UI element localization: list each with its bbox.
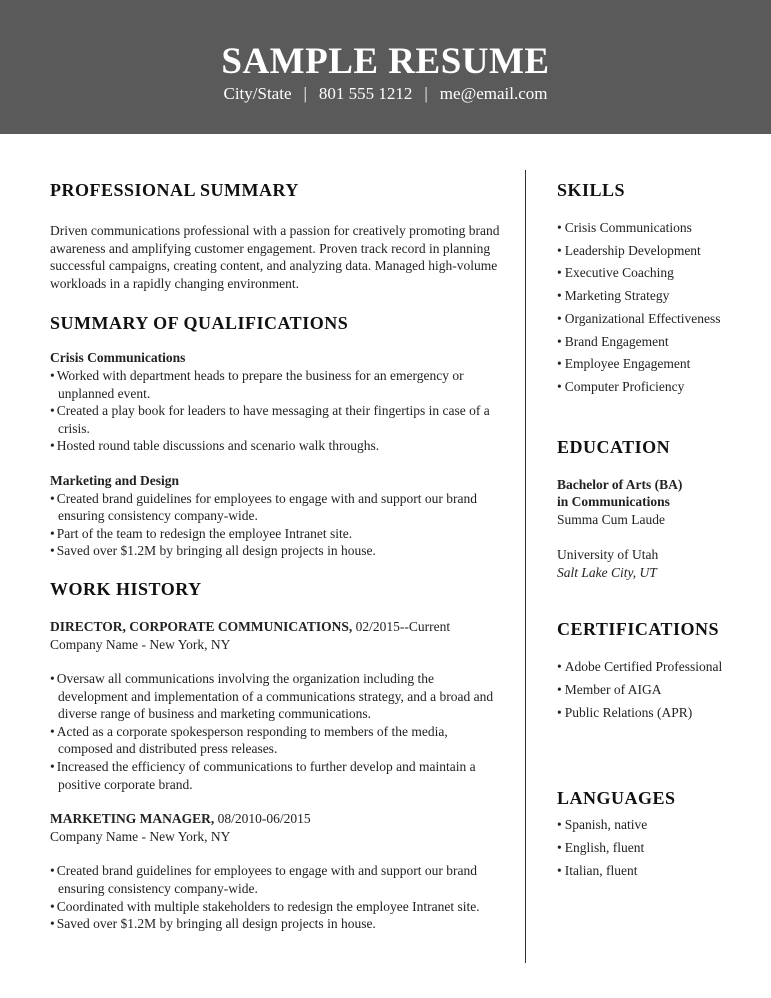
job-company: Company Name - New York, NY	[50, 828, 231, 844]
list-item: • Saved over $1.2M by bringing all design projects in house.	[50, 542, 500, 560]
job-company: Company Name - New York, NY	[50, 636, 231, 652]
job-entry	[50, 810, 500, 933]
qualification-group	[50, 472, 500, 560]
section-heading: PROFESSIONAL SUMMARY	[50, 180, 299, 200]
languages-section	[557, 786, 757, 882]
list-item: • Spanish, native	[557, 814, 757, 837]
honors: Summa Cum Laude	[557, 511, 665, 527]
job-title-line	[50, 810, 500, 828]
list-item: • English, fluent	[557, 837, 757, 860]
school-name: University of Utah	[557, 547, 659, 562]
education-section	[557, 435, 757, 582]
list-item: • Worked with department heads to prepare the business for an emergency or unplanned event.	[50, 367, 500, 402]
qualification-title: Marketing and Design	[50, 472, 180, 488]
work-history-section	[50, 577, 500, 933]
job-dates: 08/2010-06/2015	[217, 811, 311, 827]
list-item: • Executive Coaching	[557, 262, 757, 285]
contact-separator: |	[303, 84, 307, 103]
job-duties	[50, 670, 500, 793]
qualification-list	[50, 367, 500, 455]
list-item: • Increased the efficiency of communications to further develop and maintain a positive corporate brand.	[50, 758, 500, 793]
school-location: Salt Lake City, UT	[557, 564, 657, 580]
job-duties	[50, 862, 500, 932]
job-title: DIRECTOR, CORPORATE COMMUNICATIONS,	[50, 618, 353, 634]
qualifications-section	[50, 311, 500, 560]
section-heading: SUMMARY OF QUALIFICATIONS	[50, 313, 349, 334]
section-heading: WORK HISTORY	[50, 578, 202, 599]
qualification-title: Crisis Communications	[50, 350, 186, 366]
section-heading: SKILLS	[557, 180, 626, 200]
column-divider	[525, 170, 526, 963]
list-item: • Adobe Certified Professional	[557, 656, 757, 679]
list-item: • Brand Engagement	[557, 331, 757, 354]
job-title: MARKETING MANAGER,	[50, 811, 215, 827]
languages-list	[557, 814, 757, 882]
job-entry	[50, 618, 500, 793]
qualification-list	[50, 490, 500, 560]
list-item: • Organizational Effectiveness	[557, 308, 757, 331]
job-title-line	[50, 618, 500, 636]
contact-separator: |	[424, 84, 428, 103]
list-item: • Marketing Strategy	[557, 285, 757, 308]
professional-summary-section	[50, 178, 500, 292]
contact-city: City/State	[223, 84, 292, 103]
list-item: • Italian, fluent	[557, 860, 757, 883]
education-entry	[557, 476, 757, 582]
summary-text: Driven communications professional with a passion for creatively promoting brand awareness and amplifying customer engagement. Proven track record in planning successful campaigns, creating content, and analyzing data. Managed high-volume workloads in a rapidly changing environment.	[50, 223, 500, 291]
list-item: • Created a play book for leaders to have messaging at their fingertips in case of a crisis.	[50, 402, 500, 437]
list-item: • Computer Proficiency	[557, 376, 757, 399]
list-item: • Hosted round table discussions and scenario walk throughs.	[50, 437, 500, 455]
list-item: • Leadership Development	[557, 240, 757, 263]
certifications-list	[557, 656, 757, 724]
list-item: • Created brand guidelines for employees to engage with and support our brand ensuring consistency company-wide.	[50, 490, 500, 525]
left-column	[50, 178, 500, 933]
list-item: • Public Relations (APR)	[557, 702, 757, 725]
section-heading: CERTIFICATIONS	[557, 619, 720, 640]
contact-email: me@email.com	[439, 84, 548, 103]
list-item: • Created brand guidelines for employees to engage with and support our brand ensuring consistency company-wide.	[50, 862, 500, 897]
degree: Bachelor of Arts (BA)	[557, 476, 683, 492]
right-column	[557, 178, 757, 882]
degree-field: in Communications	[557, 494, 670, 510]
list-item: • Saved over $1.2M by bringing all design projects in house.	[50, 915, 500, 933]
skills-section	[557, 178, 757, 399]
job-dates: 02/2015--Current	[355, 618, 451, 634]
list-item: • Coordinated with multiple stakeholders to redesign the employee Intranet site.	[50, 898, 500, 916]
list-item: • Acted as a corporate spokesperson responding to members of the media, composed and distributed press releases.	[50, 723, 500, 758]
resume-name: SAMPLE RESUME	[221, 41, 550, 82]
skills-list	[557, 217, 757, 399]
contact-line	[0, 84, 771, 104]
section-heading: LANGUAGES	[557, 788, 676, 809]
list-item: • Part of the team to redesign the employee Intranet site.	[50, 525, 500, 543]
qualification-group	[50, 349, 500, 455]
resume-header	[0, 0, 771, 134]
list-item: • Oversaw all communications involving the organization including the development and implementation of a communications strategy, and a broad and diverse range of business and marketing communications.	[50, 670, 500, 723]
certifications-section	[557, 617, 757, 724]
list-item: • Crisis Communications	[557, 217, 757, 240]
list-item: • Employee Engagement	[557, 353, 757, 376]
list-item: • Member of AIGA	[557, 679, 757, 702]
section-heading: EDUCATION	[557, 436, 671, 457]
contact-phone: 801 555 1212	[318, 84, 413, 103]
